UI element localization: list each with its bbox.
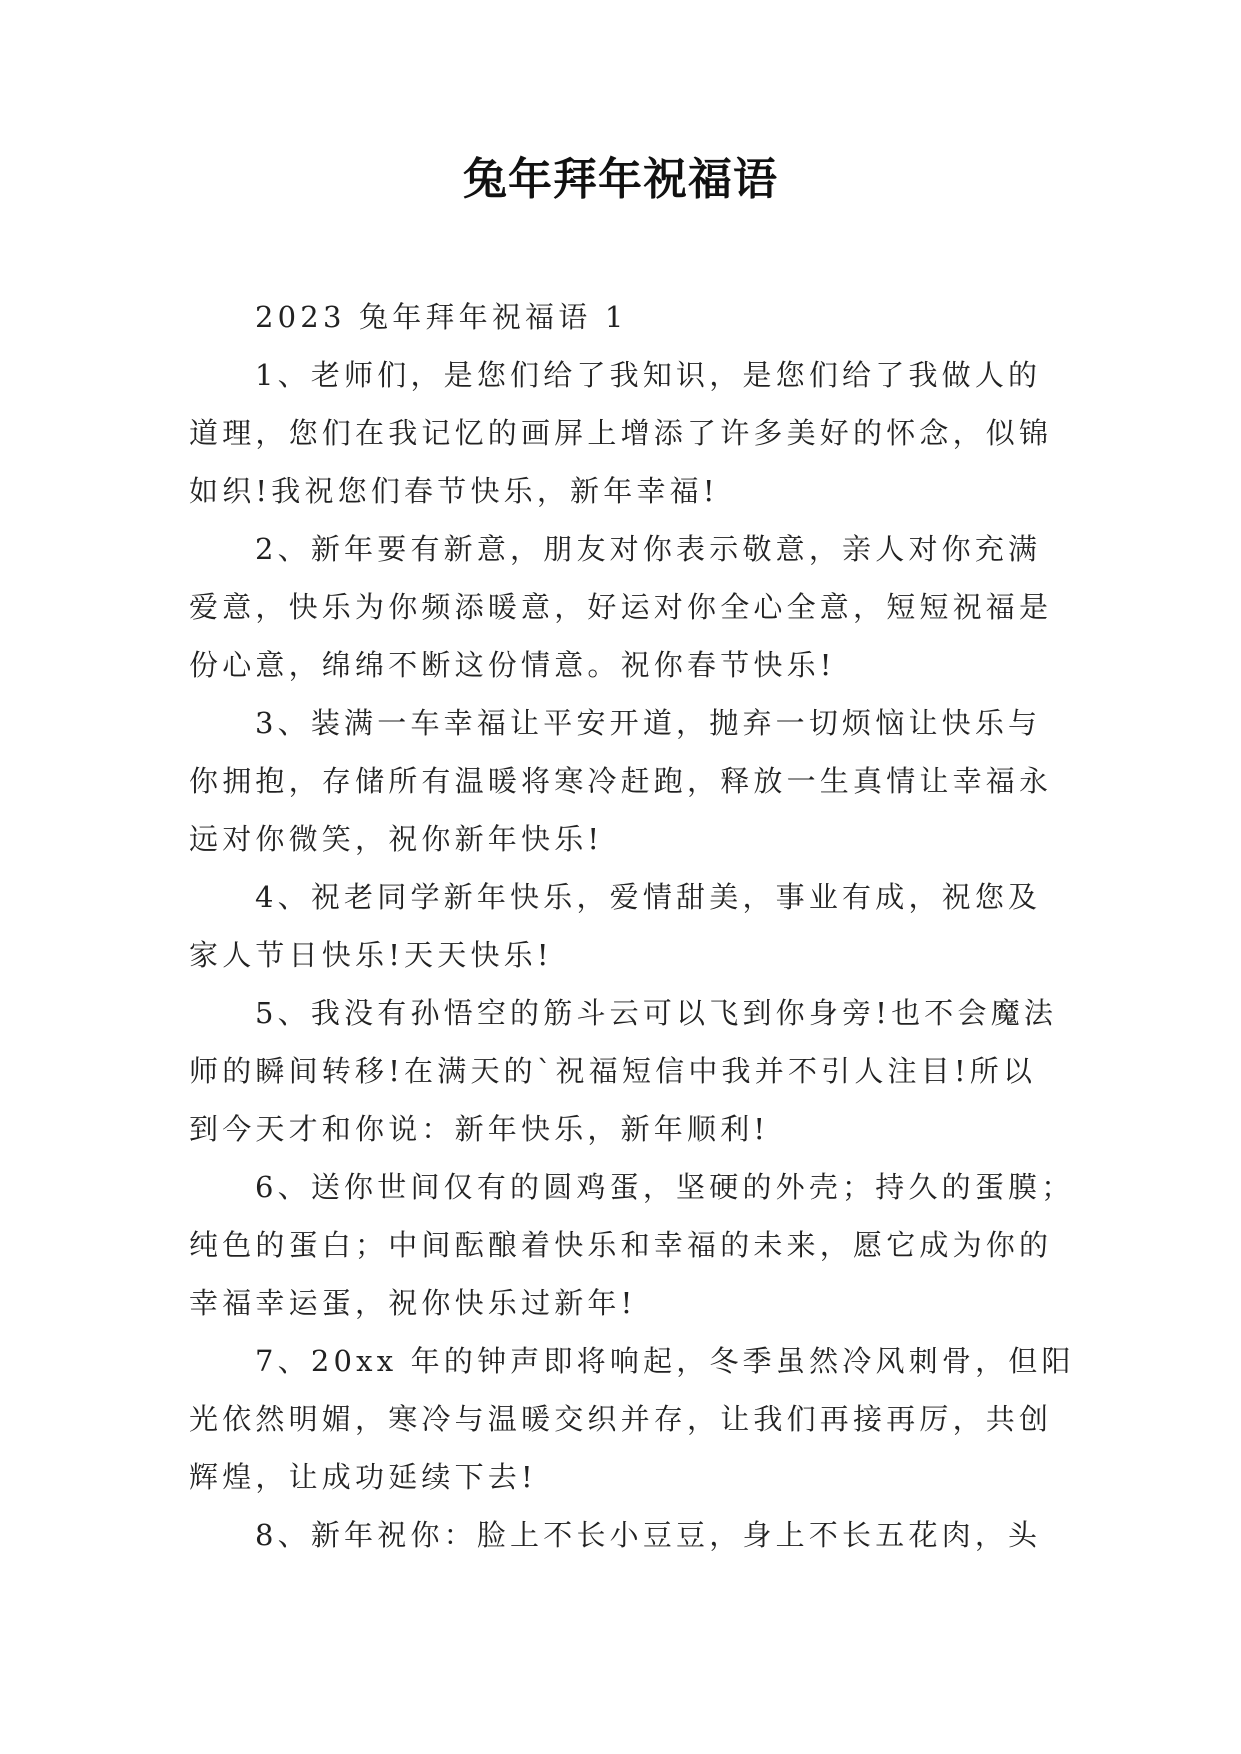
text-line: 光依然明媚，寒冷与温暖交织并存，让我们再接再厉，共创: [189, 1402, 1053, 1436]
text-line: 1、老师们，是您们给了我知识，是您们给了我做人的: [255, 358, 1042, 392]
section-heading: 2023 兔年拜年祝福语 1: [255, 300, 628, 334]
text-line: 8、新年祝你：脸上不长小豆豆，身上不长五花肉，头: [255, 1518, 1042, 1552]
text-line: 道理，您们在我记忆的画屏上增添了许多美好的怀念，似锦: [189, 416, 1053, 450]
document-body: [189, 288, 1075, 1564]
text-line: 你拥抱，存储所有温暖将寒冷赶跑，释放一生真情让幸福永: [189, 764, 1053, 798]
text-line: 如织!我祝您们春节快乐，新年幸福!: [189, 474, 719, 508]
text-line: 师的瞬间转移!在满天的`祝福短信中我并不引人注目!所以: [189, 1054, 1037, 1088]
text-line: 份心意，绵绵不断这份情意。祝你春节快乐!: [189, 648, 836, 682]
text-line: 纯色的蛋白；中间酝酿着快乐和幸福的未来，愿它成为你的: [189, 1228, 1053, 1262]
text-line: 家人节日快乐!天天快乐!: [189, 938, 553, 972]
page-title: 兔年拜年祝福语: [463, 154, 778, 205]
text-line: 爱意，快乐为你频添暖意，好运对你全心全意，短短祝福是: [189, 590, 1053, 624]
text-line: 6、送你世间仅有的圆鸡蛋，坚硬的外壳；持久的蛋膜；: [255, 1170, 1075, 1204]
text-line: 2、新年要有新意，朋友对你表示敬意，亲人对你充满: [255, 532, 1042, 566]
text-line: 7、20xx 年的钟声即将响起，冬季虽然冷风刺骨，但阳: [255, 1344, 1075, 1378]
text-line: 辉煌，让成功延续下去!: [189, 1460, 537, 1494]
text-line: 5、我没有孙悟空的筋斗云可以飞到你身旁!也不会魔法: [255, 996, 1058, 1030]
text-line: 4、祝老同学新年快乐，爱情甜美，事业有成，祝您及: [255, 880, 1042, 914]
text-line: 到今天才和你说：新年快乐，新年顺利!: [189, 1112, 770, 1146]
text-line: 远对你微笑，祝你新年快乐!: [189, 822, 604, 856]
text-line: 幸福幸运蛋，祝你快乐过新年!: [189, 1286, 637, 1320]
text-line: 3、装满一车幸福让平安开道，抛弃一切烦恼让快乐与: [255, 706, 1042, 740]
